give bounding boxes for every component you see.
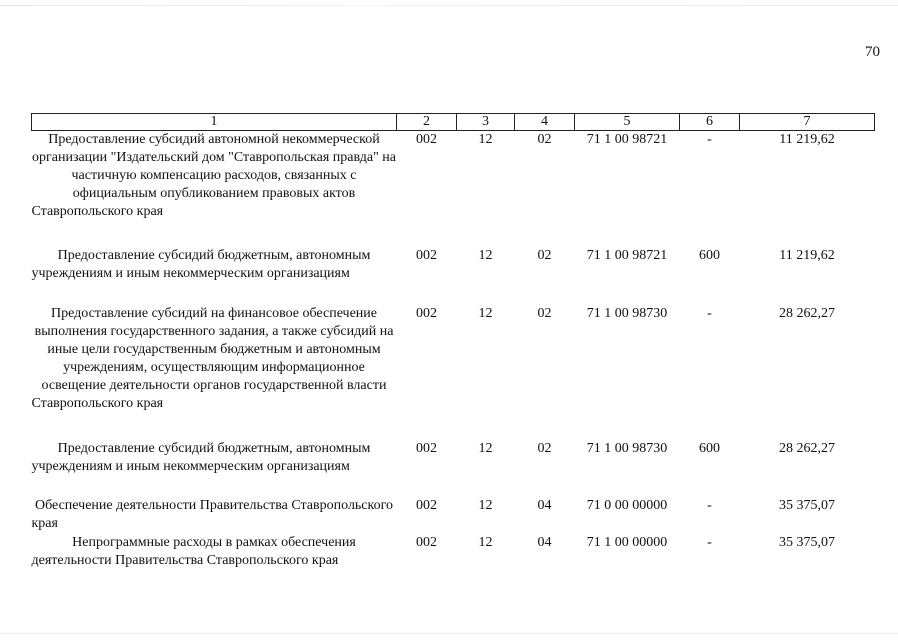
subsection-code: 02 (537, 305, 552, 321)
target-code: 71 0 00 00000 (586, 497, 668, 513)
table-row (32, 497, 875, 534)
column-header-4: 4 (515, 114, 575, 131)
expense-type-code: - (707, 305, 712, 321)
page-number: 70 (865, 44, 880, 60)
section-code: 12 (478, 305, 493, 321)
subsection-code: 04 (537, 534, 552, 550)
subsection-code: 02 (537, 247, 552, 263)
ministry-code: 002 (416, 534, 437, 550)
expense-name: Предоставление субсидий бюджетным, автономным учреждениям и иным некоммерческим организациям (31, 440, 371, 474)
column-number-row (32, 114, 875, 131)
ministry-code: 002 (416, 305, 437, 321)
section-code: 12 (478, 132, 493, 147)
expense-type-code: - (707, 497, 712, 513)
amount: 35 375,07 (779, 497, 835, 513)
section-code: 12 (478, 497, 493, 513)
target-code: 71 1 00 98730 (586, 440, 668, 456)
column-header-5: 5 (575, 114, 680, 131)
subsection-code: 04 (537, 497, 552, 513)
scan-edge-top (0, 5, 898, 6)
subsection-code: 02 (537, 440, 552, 456)
table-row (32, 131, 875, 247)
target-code: 71 1 00 98721 (586, 132, 668, 147)
column-header-3: 3 (457, 114, 515, 131)
section-code: 12 (478, 247, 493, 263)
table-row (32, 534, 875, 574)
amount: 28 262,27 (779, 440, 835, 456)
expense-name: Предоставление субсидий на финансовое обеспечение выполнения государственного задания, а также субсидий на иные цели государственным бюджетным и автономным учреждениям, осуществляющим информационное освещение деятельности органов государственной власти Ставропольского края (31, 305, 394, 411)
expense-name: Предоставление субсидий бюджетным, автономным учреждениям и иным некоммерческим организациям (31, 247, 371, 281)
table-row (32, 440, 875, 497)
table-row (32, 247, 875, 305)
ministry-code: 002 (416, 132, 437, 147)
section-code: 12 (478, 440, 493, 456)
ministry-code: 002 (416, 497, 437, 513)
target-code: 71 1 00 98721 (586, 247, 668, 263)
ministry-code: 002 (416, 247, 437, 263)
ministry-code: 002 (416, 440, 437, 456)
amount: 11 219,62 (779, 247, 835, 263)
column-header-7: 7 (740, 114, 875, 131)
column-header-1: 1 (32, 114, 397, 131)
expense-name: Обеспечение деятельности Правительства Ставропольского края (31, 497, 394, 531)
budget-table (31, 113, 875, 574)
column-header-2: 2 (397, 114, 457, 131)
subsection-code: 02 (537, 132, 552, 147)
amount: 28 262,27 (779, 305, 835, 321)
column-header-6: 6 (680, 114, 740, 131)
expense-name: Непрограммные расходы в рамках обеспечения деятельности Правительства Ставропольского края (31, 534, 356, 568)
scan-edge-bottom (0, 633, 898, 634)
amount: 11 219,62 (779, 132, 835, 147)
target-code: 71 1 00 98730 (586, 305, 668, 321)
amount: 35 375,07 (779, 534, 835, 550)
expense-type-code: 600 (699, 247, 720, 263)
section-code: 12 (478, 534, 493, 550)
expense-type-code: 600 (699, 440, 720, 456)
expense-name: Предоставление субсидий автономной некоммерческой организации "Издательский дом "Ставропольская правда" на частичную компенсацию расходов, связанных с официальным опубликованием правовых актов Ставропольского края (31, 132, 396, 219)
expense-type-code: - (707, 132, 712, 147)
target-code: 71 1 00 00000 (586, 534, 668, 550)
expense-type-code: - (707, 534, 712, 550)
table-row (32, 305, 875, 440)
